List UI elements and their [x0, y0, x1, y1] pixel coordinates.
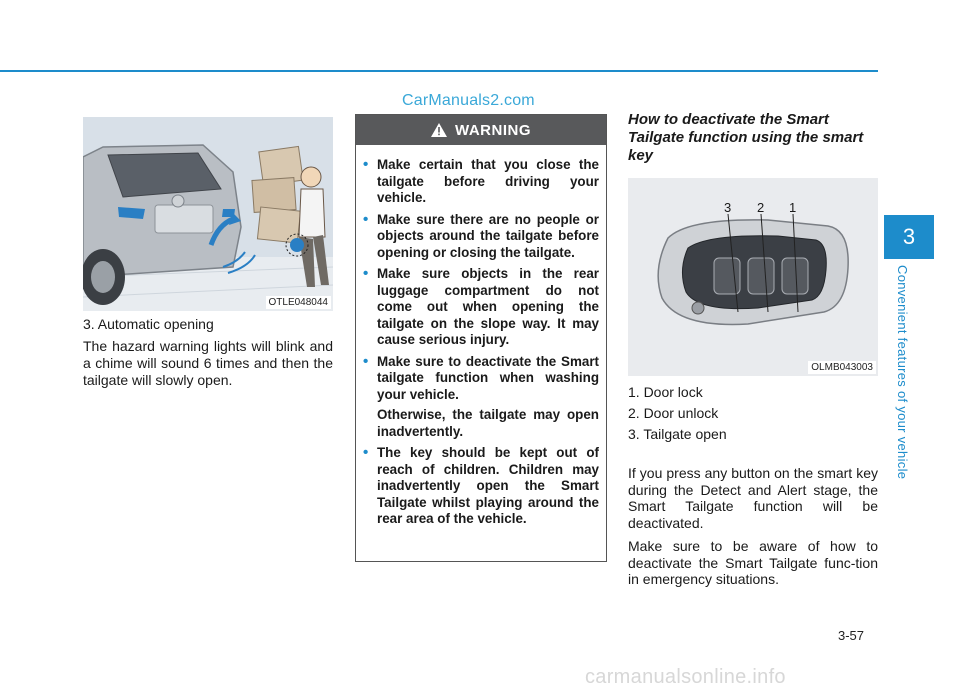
warning-item: • The key should be kept out of reach of children. Children may inadvertently open the Smart Tailgate whilst playing around the rear area of the vehicle. — [363, 445, 599, 528]
watermark-bottom: carmanualsonline.info — [585, 666, 786, 688]
warning-title: WARNING — [455, 121, 531, 139]
right-paragraph-2: Make sure to be aware of how to deactivate the Smart Tailgate func-tion in emergency situations. — [628, 538, 878, 587]
list-item: 2. Door unlock — [628, 405, 719, 421]
right-paragraph-1: If you press any button on the smart key during the Detect and Alert stage, the Smart Tailgate function will be deactivated. — [628, 465, 878, 531]
key-label-1: 1 — [789, 200, 797, 215]
key-label-2: 2 — [757, 200, 765, 215]
car-person-drawing — [83, 117, 333, 311]
right-text-block — [628, 465, 878, 595]
warning-box — [355, 114, 607, 562]
left-text-block — [83, 316, 333, 394]
left-subheading: 3. Automatic opening — [83, 316, 214, 332]
warning-item: • Make sure there are no people or objects around the tailgate before opening or closing the tailgate. — [363, 212, 599, 262]
key-label-3: 3 — [724, 200, 732, 215]
chapter-number-tab: 3 — [884, 215, 934, 259]
figure-code-left: OTLE048044 — [266, 296, 332, 309]
section-heading: How to deactivate the Smart Tailgate function using the smart key — [628, 111, 864, 164]
list-item: 3. Tailgate open — [628, 426, 727, 442]
figure-code-right: OLMB043003 — [808, 361, 876, 374]
warning-item: • Make certain that you close the tailgate before driving your vehicle. — [363, 157, 599, 207]
list-item: 1. Door lock — [628, 384, 703, 400]
warning-header — [356, 115, 606, 145]
tailgate-illustration — [83, 117, 333, 311]
warning-list — [356, 145, 606, 528]
left-body: The hazard warning lights will blink and a chime will sound 6 times and then the tailgate will slowly open. — [83, 338, 333, 388]
header-rule — [0, 70, 878, 72]
warning-item — [363, 354, 599, 441]
watermark-top: CarManuals2.com — [402, 92, 535, 109]
key-button-list — [628, 382, 878, 445]
chapter-title: Convenient features of your vehicle — [895, 265, 910, 480]
warning-item-extra: Otherwise, the tailgate may open inadvertently. — [377, 407, 599, 439]
warning-icon — [431, 123, 447, 137]
page-number: 3-57 — [838, 628, 865, 643]
smart-key-drawing — [628, 178, 878, 376]
smart-key-illustration — [628, 178, 878, 376]
warning-item: • Make sure objects in the rear luggage compartment do not come out when opening the tailgate on the slope way. It may cause serious injury. — [363, 266, 599, 349]
warning-item-text: Make sure to deactivate the Smart tailgate function when washing your vehicle. — [377, 353, 599, 402]
